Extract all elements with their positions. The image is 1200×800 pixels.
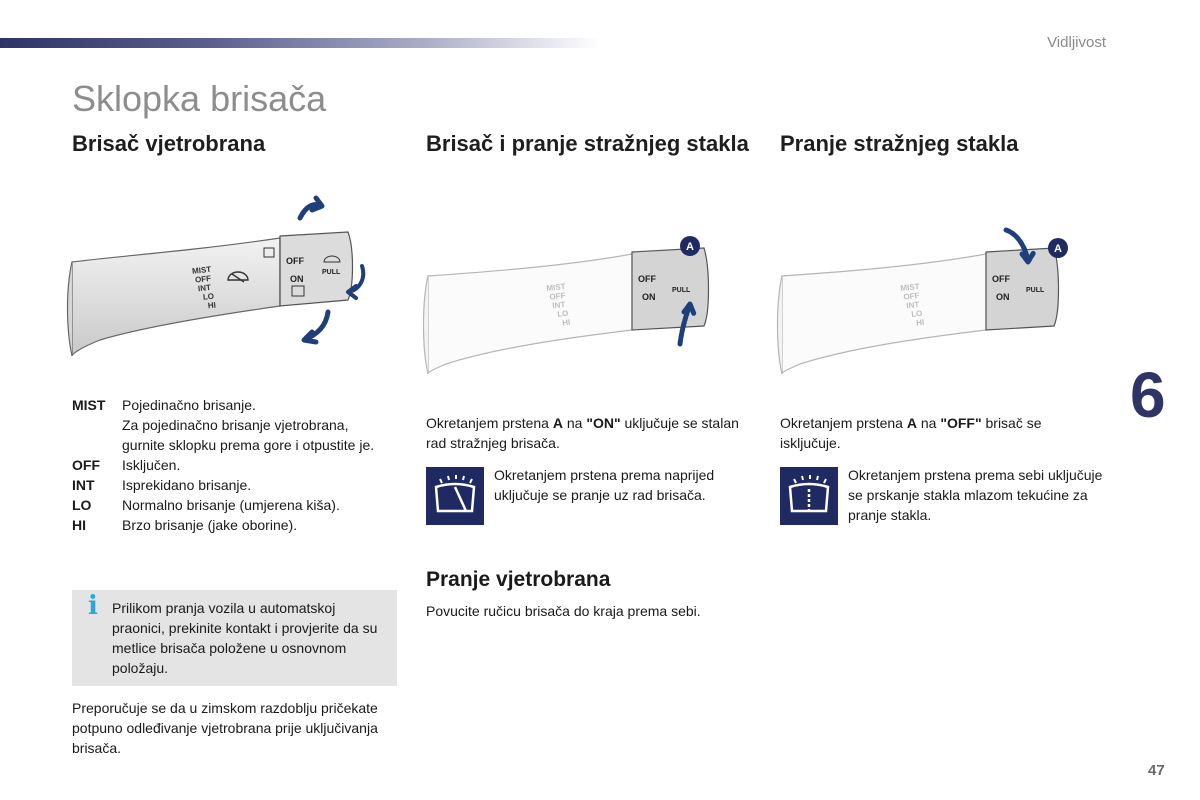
windscreen-wash-heading: Pranje vjetrobrana <box>426 568 611 591</box>
rear-wiper-off-text: Okretanjem prstena A na "OFF" brisač se isključuje. <box>780 415 1042 451</box>
col3-heading: Pranje stražnjeg stakla <box>780 131 1019 156</box>
chapter-number: 6 <box>1130 359 1166 431</box>
rear-wiper-wash-icon <box>426 467 484 525</box>
lever-label-hi: HI <box>207 300 217 311</box>
ring-label-on: ON <box>996 292 1010 302</box>
rear-washer-jet-icon <box>780 467 838 525</box>
section-label: Vidljivost <box>1047 34 1106 51</box>
ghost-label-lo: LO <box>910 308 923 319</box>
ghost-label-hi: HI <box>561 317 571 328</box>
list-item: INT Isprekidano brisanje. <box>72 477 252 493</box>
list-item: MIST Pojedinačno brisanje. <box>72 397 256 413</box>
page-title: Sklopka brisača <box>72 78 327 119</box>
ring-label-pull: PULL <box>672 287 691 294</box>
info-box <box>72 590 397 686</box>
lever-label-int: INT <box>197 282 212 294</box>
ghost-label-hi: HI <box>915 317 925 328</box>
push-up-arrow <box>300 198 322 218</box>
list-item: Za pojedinačno brisanje vjetrobrana, gurnite sklopku prema gore i otpustite je. <box>122 417 375 453</box>
svg-text:A: A <box>1054 243 1062 255</box>
list-item: HI Brzo brisanje (jake oborine). <box>72 517 298 533</box>
info-icon: i <box>88 591 98 621</box>
ghost-label-lo: LO <box>556 308 569 319</box>
svg-text:A: A <box>686 241 694 253</box>
info-text: Prilikom pranja vozila u automatskoj praonici, prekinite kontakt i provjerite da su metlice brisača položene u osnovnom položaju. <box>112 600 378 676</box>
ghost-label-int: INT <box>551 300 566 311</box>
ring-label-pull: PULL <box>322 269 341 276</box>
list-item: OFF Isključen. <box>72 457 181 473</box>
header-gradient-bar <box>0 38 600 48</box>
page-number: 47 <box>1148 762 1165 779</box>
col1-heading: Brisač vjetrobrana <box>72 131 266 156</box>
ring-label-pull: PULL <box>1026 287 1045 294</box>
ring-label-on: ON <box>642 292 656 302</box>
ghost-label-mist: MIST <box>900 281 921 293</box>
ring-label-off: OFF <box>638 274 656 284</box>
lever-label-lo: LO <box>202 291 215 302</box>
col2-heading: Brisač i pranje stražnjeg stakla <box>426 131 749 156</box>
rear-wash-forward-text: Okretanjem prstena prema naprijed uključuje se pranje uz rad brisača. <box>494 467 715 503</box>
ring-label-on: ON <box>290 274 304 284</box>
rear-wash-lever-illustration <box>770 226 1070 376</box>
windscreen-wash-text: Povucite ručicu brisača do kraja prema sebi. <box>426 603 701 619</box>
winter-note: Preporučuje se da u zimskom razdoblju pričekate potpuno odleđivanje vjetrobrana prije uključivanja brisača. <box>72 700 378 756</box>
rear-wash-backward-text: Okretanjem prstena prema sebi uključuje se prskanje stakla mlazom tekućine za pranje stakla. <box>848 467 1103 523</box>
ghost-label-off: OFF <box>902 291 920 302</box>
ghost-label-mist: MIST <box>546 281 567 293</box>
ghost-label-off: OFF <box>548 291 566 302</box>
lever-label-mist: MIST <box>191 264 212 276</box>
ghost-label-int: INT <box>905 300 920 311</box>
rear-wiper-lever-illustration <box>416 232 716 382</box>
pull-down-arrow <box>304 312 328 342</box>
ring-label-off: OFF <box>286 256 304 266</box>
wiper-positions-list <box>72 395 392 535</box>
ring-label-off: OFF <box>992 274 1010 284</box>
list-item: LO Normalno brisanje (umjerena kiša). <box>72 497 340 513</box>
rear-wiper-on-text: Okretanjem prstena A na "ON" uključuje se stalan rad stražnjeg brisača. <box>426 415 739 451</box>
wiper-lever-illustration <box>60 188 380 368</box>
lever-label-off: OFF <box>194 273 212 285</box>
